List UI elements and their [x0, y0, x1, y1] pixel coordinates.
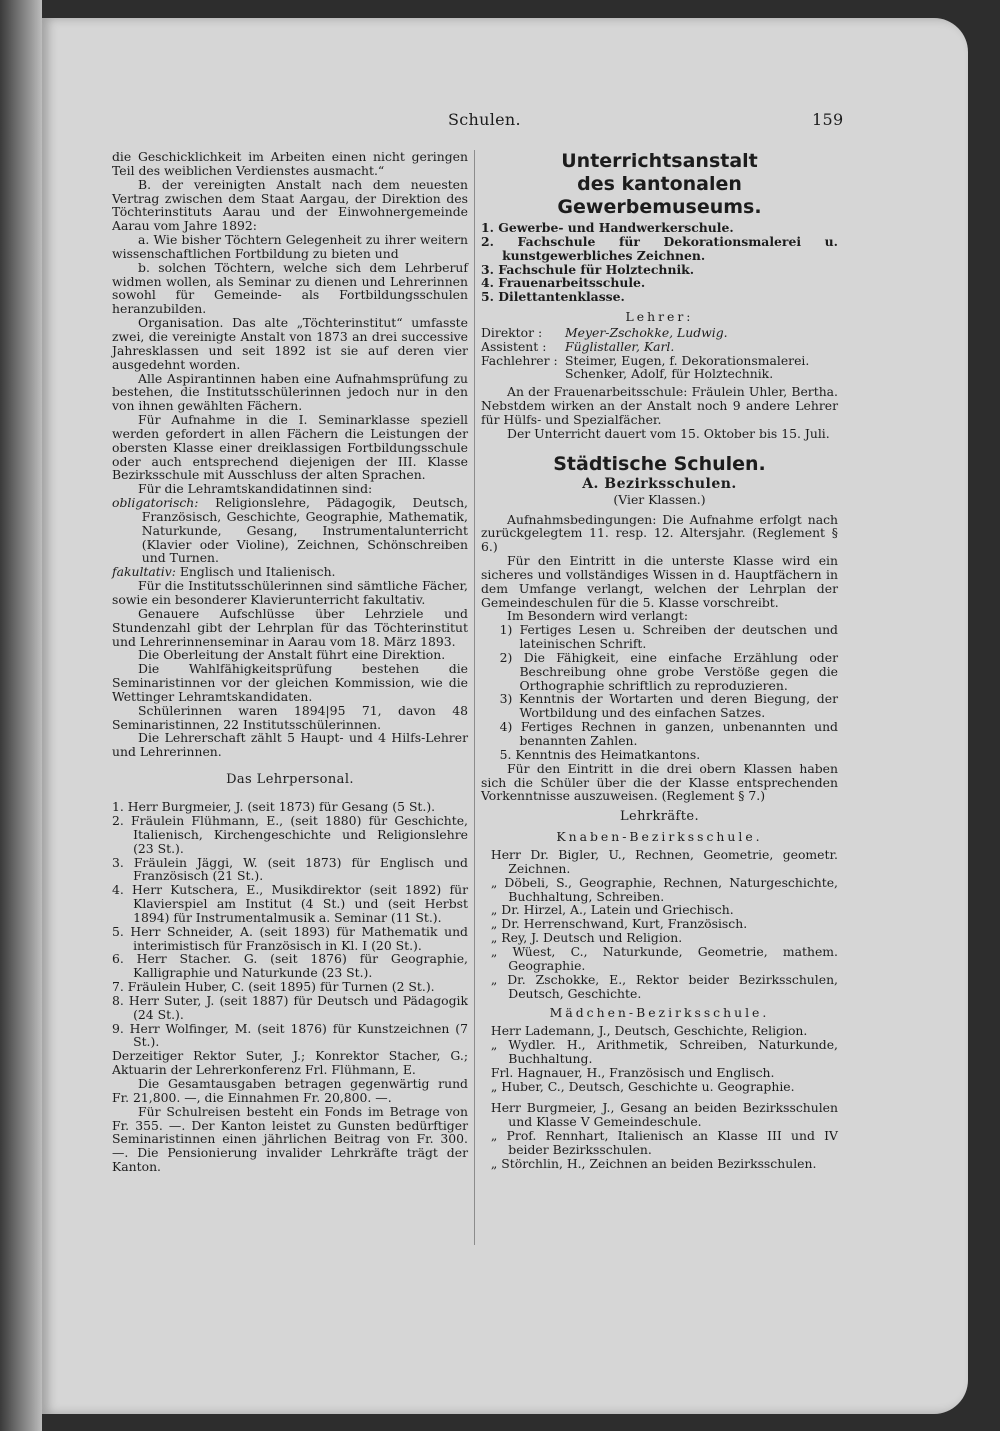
- staff-name: Schenker, Adolf, für Holztechnik.: [565, 366, 774, 382]
- paragraph: Für die Lehramtskandidatinnen sind:: [138, 481, 373, 497]
- staff-row: [481, 367, 838, 381]
- staff-role: Fachlehrer :: [481, 352, 558, 368]
- right-column: [481, 150, 838, 1171]
- paragraph: die Geschicklichkeit im Arbeiten einen nicht geringen Teil des weiblichen Verdienstes ausmacht.“: [112, 149, 468, 178]
- list-item: „ Prof. Rennhart, Italienisch an Klasse III und IV beider Bezirksschulen.: [490, 1128, 838, 1157]
- list-item: „ Rey, J. Deutsch und Religion.: [490, 930, 683, 946]
- list-item: 1. Gewerbe- und Handwerkerschule.: [481, 220, 734, 235]
- column-divider: [474, 150, 475, 1245]
- list-item: Frl. Hagnauer, H., Französisch und Englisch.: [490, 1064, 775, 1080]
- list-item: Herr Burgmeier, J., Gesang an beiden Bezirksschulen und Klasse V Gemeindeschule.: [490, 1100, 838, 1130]
- list-item: „ Huber, C., Deutsch, Geschichte u. Geographie.: [490, 1078, 795, 1094]
- list-item: 3. Fräulein Jäggi, W. (seit 1873) für Englisch und Französisch (21 St.).: [112, 854, 468, 884]
- running-head: Schulen.: [448, 110, 521, 129]
- subject-list-optional: [112, 565, 468, 579]
- paragraph: Für die Institutsschülerinnen sind sämtliche Fächer, sowie ein besonderer Klavierunterricht fakultativ.: [112, 578, 468, 607]
- staff-role: Direktor :: [481, 324, 543, 340]
- list-item: „ Wydler. H., Arithmetik, Schreiben, Naturkunde, Buchhaltung.: [490, 1037, 838, 1066]
- section-title: des kantonalen Gewerbemuseums.: [557, 173, 762, 218]
- list-item: 5. Kenntnis des Heimatkantons.: [499, 746, 701, 762]
- paragraph: Aufnahmsbedingungen: Die Aufnahme erfolgt nach zurückgelegtem 11. resp. 12. Altersjahr. (Reglement § 6.): [481, 511, 838, 555]
- section-title: Unterrichtsanstalt: [561, 150, 758, 172]
- staff-name: Füglistaller, Karl.: [565, 338, 675, 354]
- paragraph: Der Unterricht dauert vom 15. Oktober bis 15. Juli.: [507, 425, 830, 441]
- list-item: 5. Dilettantenklasse.: [481, 289, 625, 305]
- staff-name: Meyer-Zschokke, Ludwig.: [565, 324, 728, 340]
- list-item: 4) Fertiges Rechnen in ganzen, unbenannten und benannten Zahlen.: [499, 719, 838, 748]
- paragraph: Derzeitiger Rektor Suter, J.; Konrektor Stacher, G.; Aktuarin der Lehrerkonferenz Frl. Flühmann, E.: [112, 1048, 468, 1078]
- list-item: „ Dr. Zschokke, E., Rektor beider Bezirksschulen, Deutsch, Geschichte.: [490, 971, 838, 1001]
- list-item: Herr Dr. Bigler, U., Rechnen, Geometrie, geometr. Zeichnen.: [490, 847, 838, 876]
- staff-role: Assistent :: [481, 338, 547, 354]
- paragraph: b. solchen Töchtern, welche sich dem Lehrberuf widmen wollen, als Seminar zu dienen und Lehrerinnen sowohl für Gemeinde- als Fortbildungsschulen heranzubilden.: [112, 259, 468, 317]
- list-item: „ Wüest, C., Naturkunde, Geometrie, mathem. Geographie.: [490, 943, 838, 973]
- staff-name: Steimer, Eugen, f. Dekorationsmalerei.: [565, 352, 810, 368]
- paragraph: An der Frauenarbeitsschule: Fräulein Uhler, Bertha. Nebstdem wirken an der Anstalt noch 9 andere Lehrer für Hülfs- und Spezialfächer.: [481, 384, 838, 427]
- paragraph: Organisation. Das alte „Töchterinstitut“ umfasste zwei, die vereinigte Anstalt von 1873 an drei successive Jahresklassen und seit 1892 ist sie auf deren vier ausgedehnt worden.: [112, 315, 468, 372]
- list-item: 3) Kenntnis der Wortarten und deren Biegung, der Wortbildung und des einfachen Satzes.: [499, 691, 838, 721]
- list-item: „ Döbeli, S., Geographie, Rechnen, Naturgeschichte, Buchhaltung, Schreiben.: [490, 874, 838, 904]
- paragraph: Für Aufnahme in die I. Seminarklasse speziell werden gefordert in allen Fächern die Leistungen der obersten Klasse einer dreiklassigen Fortbildungsschule oder auch entsprechend diejenigen der III. Klasse Bezirksschule mit Ausschluss der alten Sprachen.: [112, 412, 468, 483]
- staff-role: [481, 367, 565, 381]
- list-item: Herr Lademann, J., Deutsch, Geschichte, Religion.: [490, 1023, 808, 1039]
- section-title: Städtische Schulen.: [553, 452, 766, 475]
- paragraph: Für den Eintritt in die drei obern Klassen haben sich die Schüler über die der Klasse entsprechenden Vorkenntnisse auszuweisen. (Reglement § 7.): [481, 760, 838, 804]
- list-item: „ Dr. Hirzel, A., Latein und Griechisch.: [490, 902, 734, 918]
- paragraph: Für den Eintritt in die unterste Klasse wird ein sicheres und vollständiges Wissen in d. Hauptfächern in dem Umfange verlangt, welchen der Lehrplan der Gemeindeschulen für die 5. Klasse vorschreibt.: [481, 553, 838, 610]
- subject-list-obligatory: [112, 496, 468, 565]
- paragraph: Alle Aspirantinnen haben eine Aufnahmsprüfung zu bestehen, die Institutsschülerinnen jedoch nur in den von ihnen gewählten Fächern.: [112, 370, 468, 414]
- paragraph: Die Lehrerschaft zählt 5 Haupt- und 4 Hilfs-Lehrer und Lehrerinnen.: [112, 730, 468, 760]
- paragraph: Die Oberleitung der Anstalt führt eine Direktion.: [138, 647, 446, 663]
- list-item: 2. Fachschule für Dekorationsmalerei u. kunstgewerbliches Zeichnen.: [481, 233, 838, 263]
- list-item: 5. Herr Schneider, A. (seit 1893) für Mathematik und interimistisch für Französisch in Kl. I (20 St.).: [112, 923, 468, 953]
- subheading: Mädchen-Bezirksschule.: [549, 1005, 770, 1021]
- list-item: 1) Fertiges Lesen u. Schreiben der deutschen und lateinischen Schrift.: [499, 622, 838, 652]
- list-item: „ Störchlin, H., Zeichnen an beiden Bezirksschulen.: [490, 1155, 817, 1171]
- list-item: 3. Fachschule für Holztechnik.: [481, 261, 695, 277]
- section-heading: Lehrkräfte.: [619, 809, 700, 825]
- list-item: 9. Herr Wolfinger, M. (seit 1876) für Kunstzeichnen (7 St.).: [112, 1020, 468, 1050]
- list-item: 2. Fräulein Flühmann, E., (seit 1880) für Geschichte, Italienisch, Kirchengeschichte und Religionslehre (23 St.).: [112, 812, 468, 856]
- subsection-note: (Vier Klassen.): [613, 491, 706, 507]
- list-item: „ Dr. Herrenschwand, Kurt, Französisch.: [490, 916, 748, 932]
- staff-row: [481, 340, 838, 354]
- list-item: 8. Herr Suter, J. (seit 1887) für Deutsch und Pädagogik (24 St.).: [112, 992, 468, 1022]
- list-item: 6. Herr Stacher. G. (seit 1876) für Geographie, Kalligraphie und Naturkunde (23 St.).: [112, 951, 468, 981]
- list-item: 1. Herr Burgmeier, J. (seit 1873) für Gesang (5 St.).: [112, 799, 436, 815]
- paragraph: Die Wahlfähigkeitsprüfung bestehen die Seminaristinnen vor der gleichen Kommission, wie die Wettinger Lehramtskandidaten.: [112, 661, 468, 704]
- page-number: 159: [812, 110, 844, 129]
- left-column: [112, 150, 468, 1174]
- subjects-obligatory: Religionslehre, Pädagogik, Deutsch, Französisch, Geschichte, Geographie, Mathematik, Naturkunde, Gesang, Instrumentalunterricht (Klavier oder Violine), Zeichnen, Schönschreiben und Turnen.: [141, 495, 468, 566]
- paragraph: a. Wie bisher Töchtern Gelegenheit zu ihrer weitern wissenschaftlichen Fortbildung zu bieten und: [112, 232, 468, 261]
- list-item: 7. Fräulein Huber, C. (seit 1895) für Turnen (2 St.).: [112, 979, 435, 995]
- list-item: 4. Frauenarbeitsschule.: [481, 275, 646, 291]
- paragraph: Genauere Aufschlüsse über Lehrziele und Stundenzahl gibt der Lehrplan für das Töchterinstitut und Lehrerinnenseminar in Aarau vom 18. März 1893.: [112, 605, 468, 649]
- label-optional: fakultativ:: [112, 564, 176, 580]
- paragraph: Die Gesamtausgaben betragen gegenwärtig rund Fr. 21,800. —, die Einnahmen Fr. 20,800. —.: [112, 1076, 468, 1105]
- paragraph: B. der vereinigten Anstalt nach dem neuesten Vertrag zwischen dem Staat Aargau, der Direktion des Töchterinstituts Aarau und der Einwohnergemeinde Aarau vom Jahre 1892:: [112, 176, 468, 234]
- subsection-title: A. Bezirksschulen.: [582, 475, 737, 492]
- subjects-optional: Englisch und Italienisch.: [179, 564, 336, 580]
- staff-row: [481, 326, 838, 340]
- paragraph: Im Besondern wird verlangt:: [507, 608, 688, 624]
- label-obligatory: obligatorisch:: [112, 495, 199, 511]
- staff-row: [481, 354, 838, 368]
- subheading: Lehrer:: [625, 309, 694, 325]
- book-gutter: [0, 0, 42, 1431]
- list-item: 2) Die Fähigkeit, eine einfache Erzählung oder Beschreibung ohne grobe Verstöße gegen die Orthographie schriftlich zu reproduzieren.: [499, 649, 838, 693]
- list-item: 4. Herr Kutschera, E., Musikdirektor (seit 1892) für Klavierspiel am Institut (4 St.) und (seit Herbst 1894) für Instrumentalmusik a. Seminar (11 St.).: [112, 882, 468, 925]
- paragraph: Für Schulreisen besteht ein Fonds im Betrage von Fr. 355. —. Der Kanton leistet zu Gunsten bedürftiger Seminaristinnen einen jährlichen Beitrag von Fr. 300. —. Die Pensionierung invalider Lehrkräfte trägt der Kanton.: [112, 1103, 468, 1175]
- subheading: Knaben-Bezirksschule.: [556, 829, 763, 845]
- section-heading: Das Lehrpersonal.: [226, 772, 354, 788]
- paragraph: Schülerinnen waren 1894|95 71, davon 48 Seminaristinnen, 22 Institutsschülerinnen.: [112, 702, 468, 732]
